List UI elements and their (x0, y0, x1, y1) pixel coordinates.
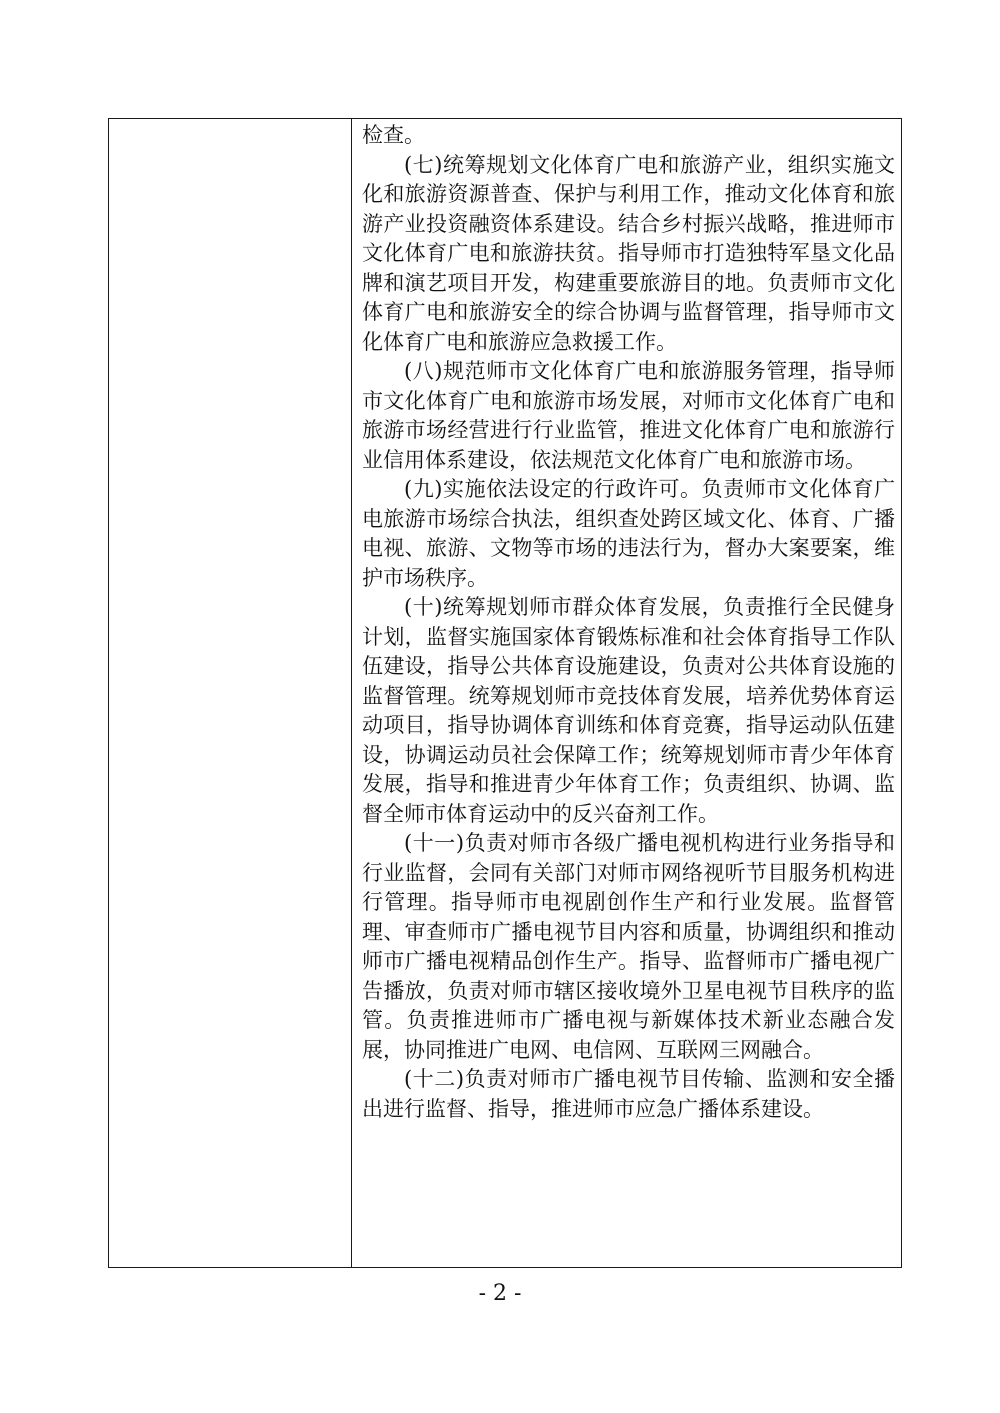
paragraph-item-9: (九)实施依法设定的行政许可。负责师市文化体育广电旅游市场综合执法，组织查处跨区域文化、体育、广播电视、旅游、文物等市场的违法行为，督办大案要案，维护市场秩序。 (362, 477, 895, 590)
duties-table (108, 118, 902, 1268)
paragraph-item-12: (十二)负责对师市广播电视节目传输、监测和安全播出进行监督、指导，推进师市应急广播体系建设。 (362, 1067, 895, 1121)
table-label-cell (109, 119, 352, 1267)
paragraph-item-11: (十一)负责对师市各级广播电视机构进行业务指导和行业监督，会同有关部门对师市网络视听节目服务机构进行管理。指导师市电视剧创作生产和行业发展。监督管理、审查师市广播电视节目内容和质量，协调组织和推动师市广播电视精品创作生产。指导、监督师市广播电视广告播放，负责对师市辖区接收境外卫星电视节目秩序的监管。负责推进师市广播电视与新媒体技术新业态融合发展，协同推进广电网、电信网、互联网三网融合。 (362, 831, 895, 1062)
page-number: - 2 - (478, 1281, 522, 1306)
paragraph-item-7: (七)统筹规划文化体育广电和旅游产业，组织实施文化和旅游资源普查、保护与利用工作，推动文化体育和旅游产业投资融资体系建设。结合乡村振兴战略，推进师市文化体育广电和旅游扶贫。指导师市打造独特军垦文化品牌和演艺项目开发，构建重要旅游目的地。负责师市文化体育广电和旅游安全的综合协调与监督管理，指导师市文化体育广电和旅游应急救援工作。 (362, 152, 895, 354)
paragraph-item-8: (八)规范师市文化体育广电和旅游服务管理，指导师市文化体育广电和旅游市场发展，对师市文化体育广电和旅游市场经营进行行业监管，推进文化体育广电和旅游行业信用体系建设，依法规范文化体育广电和旅游市场。 (362, 359, 895, 472)
table-content-cell (352, 119, 901, 1267)
paragraph-continuation: 检查。 (362, 123, 425, 147)
paragraph-item-10: (十)统筹规划师市群众体育发展，负责推行全民健身计划，监督实施国家体育锻炼标准和社会体育指导工作队伍建设，指导公共体育设施建设，负责对公共体育设施的监督管理。统筹规划师市竞技体育发展，培养优势体育运动项目，指导协调体育训练和体育竞赛，指导运动队伍建设，协调运动员社会保障工作；统筹规划师市青少年体育发展，指导和推进青少年体育工作；负责组织、协调、监督全师市体育运动中的反兴奋剂工作。 (362, 595, 895, 826)
